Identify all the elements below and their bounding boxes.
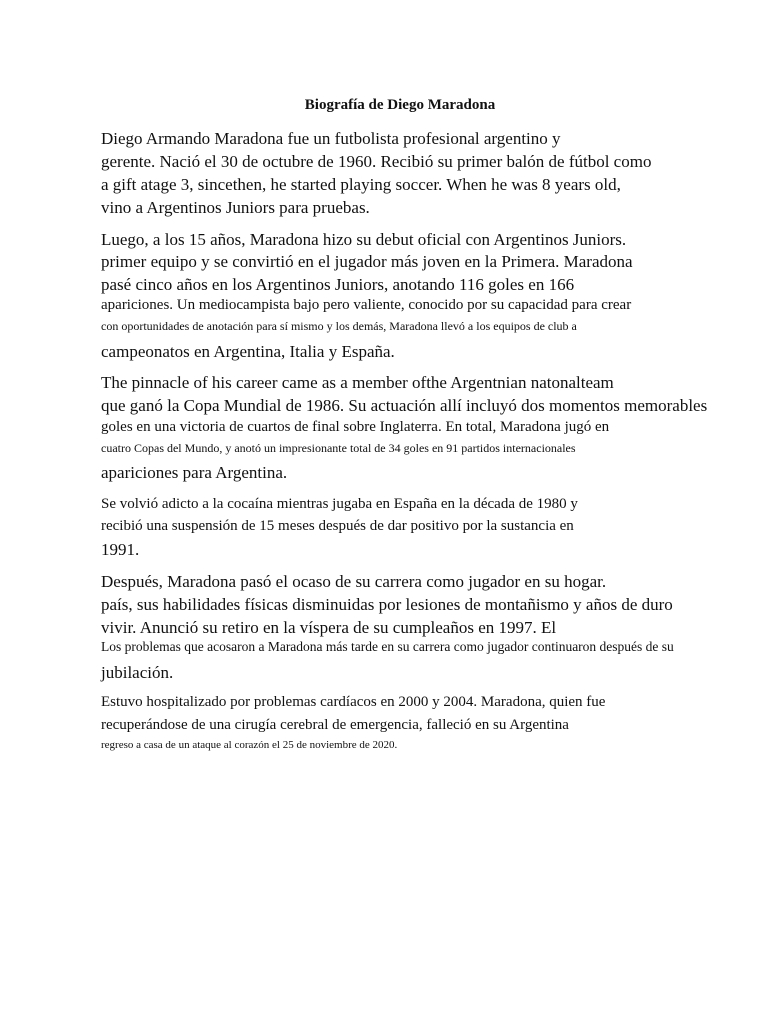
paragraph-3-line-1: The pinnacle of his career came as a member ofthe Argentnian natonalteam (101, 373, 614, 392)
paragraph-6-line-1: Estuvo hospitalizado por problemas cardíacos en 2000 y 2004. Maradona, quien fue (101, 694, 606, 710)
paragraph-5-line-2: país, sus habilidades físicas disminuidas por lesiones de montañismo y años de duro (101, 595, 673, 614)
paragraph-3-line-4: cuatro Copas del Mundo, y anotó un impresionante total de 34 goles en 91 partidos internacionales (101, 441, 576, 455)
paragraph-3-line-2: que ganó la Copa Mundial de 1986. Su actuación allí incluyó dos momentos memorables (101, 396, 708, 415)
paragraph-1-line-1: Diego Armando Maradona fue un futbolista profesional argentino y (101, 129, 561, 148)
paragraph-6-line-2: recuperándose de una cirugía cerebral de emergencia, falleció en su Argentina (101, 717, 569, 733)
paragraph-2-line-6: campeonatos en Argentina, Italia y España. (101, 342, 395, 361)
paragraph-2-line-5: con oportunidades de anotación para sí mismo y los demás, Maradona llevó a los equipos de club a (101, 319, 577, 333)
paragraph-4-line-2: recibió una suspensión de 15 meses después de dar positivo por la sustancia en (101, 518, 574, 534)
paragraph-3-line-3: goles en una victoria de cuartos de final sobre Inglaterra. En total, Maradona jugó en (101, 419, 610, 435)
paragraph-2-line-1: Luego, a los 15 años, Maradona hizo su debut oficial con Argentinos Juniors. (101, 230, 627, 249)
paragraph-5-line-3: vivir. Anunció su retiro en la víspera de su cumpleaños en 1997. El (101, 618, 557, 637)
paragraph-4-line-1: Se volvió adicto a la cocaína mientras jugaba en España en la década de 1980 y (101, 496, 578, 512)
paragraph-1-line-4: vino a Argentinos Juniors para pruebas. (101, 198, 370, 217)
paragraph-2-line-4: apariciones. Un mediocampista bajo pero valiente, conocido por su capacidad para crear (101, 297, 632, 313)
paragraph-5-line-4: Los problemas que acosaron a Maradona más tarde en su carrera como jugador continuaron después de su (101, 639, 674, 654)
paragraph-6-line-3: regreso a casa de un ataque al corazón el 25 de noviembre de 2020. (101, 739, 398, 751)
paragraph-5-line-1: Después, Maradona pasó el ocaso de su carrera como jugador en su hogar. (101, 572, 607, 591)
paragraph-3-line-5: apariciones para Argentina. (101, 463, 288, 482)
paragraph-2-line-2: primer equipo y se convirtió en el jugador más joven en la Primera. Maradona (101, 252, 633, 271)
paragraph-2-line-3: pasé cinco años en los Argentinos Juniors, anotando 116 goles en 166 (101, 275, 575, 294)
paragraph-4-line-3: 1991. (101, 540, 140, 559)
document-title: Biografía de Diego Maradona (304, 97, 496, 113)
paragraph-1-line-3: a gift atage 3, sincethen, he started playing soccer. When he was 8 years old, (101, 175, 621, 194)
paragraph-5-line-5: jubilación. (101, 663, 174, 682)
paragraph-1-line-2: gerente. Nació el 30 de octubre de 1960. Recibió su primer balón de fútbol como (101, 152, 652, 171)
